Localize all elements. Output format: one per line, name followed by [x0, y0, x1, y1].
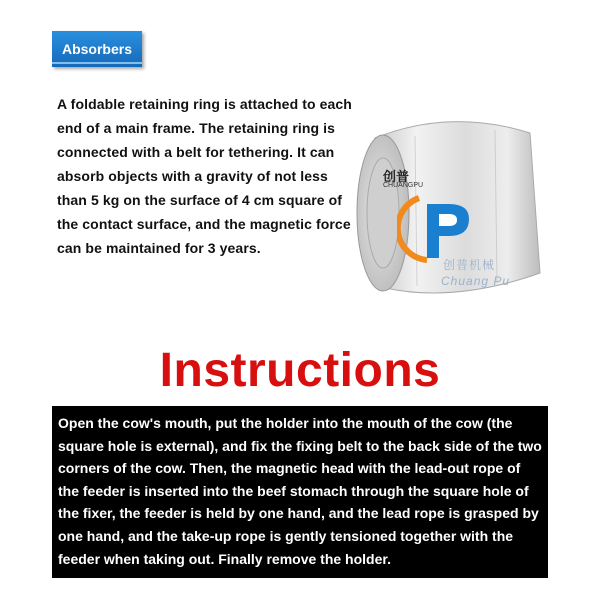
product-description: A foldable retaining ring is attached to each end of a main frame. The retaining ring is connected with a belt for tethering. It can absorb objects with a gravity of not less than 5 kg on the surface of 4 cm square of the contact surface, and the magnetic force can be maintained for 3 years. [57, 96, 352, 256]
brand-p-logo-icon [397, 186, 477, 266]
instructions-title: Instructions [159, 344, 441, 397]
watermark-en: Chuang Pu [441, 274, 511, 288]
instructions-panel [52, 406, 548, 578]
section-badge-absorbers [52, 31, 142, 67]
instructions-body: Open the cow's mouth, put the holder into the mouth of the cow (the square hole is external), and fix the fixing belt to the back side of the two corners of the cow. Then, the magnetic head with the lead-out rope of the feeder is inserted into the beef stomach through the square hole of the fixer, the feeder is held by one hand, and the lead rope is grasped by one hand, and the take-up rope is gently tensioned together with the feeder when taking out. Finally remove the holder. [58, 415, 542, 567]
watermark-cn: 创普机械 [443, 258, 496, 272]
section-badge-label: Absorbers [61, 41, 133, 57]
brand-logo-en: CHUANGPU [383, 182, 424, 189]
product-image [345, 108, 555, 318]
brand-logo-cn: 创普 [383, 170, 410, 185]
